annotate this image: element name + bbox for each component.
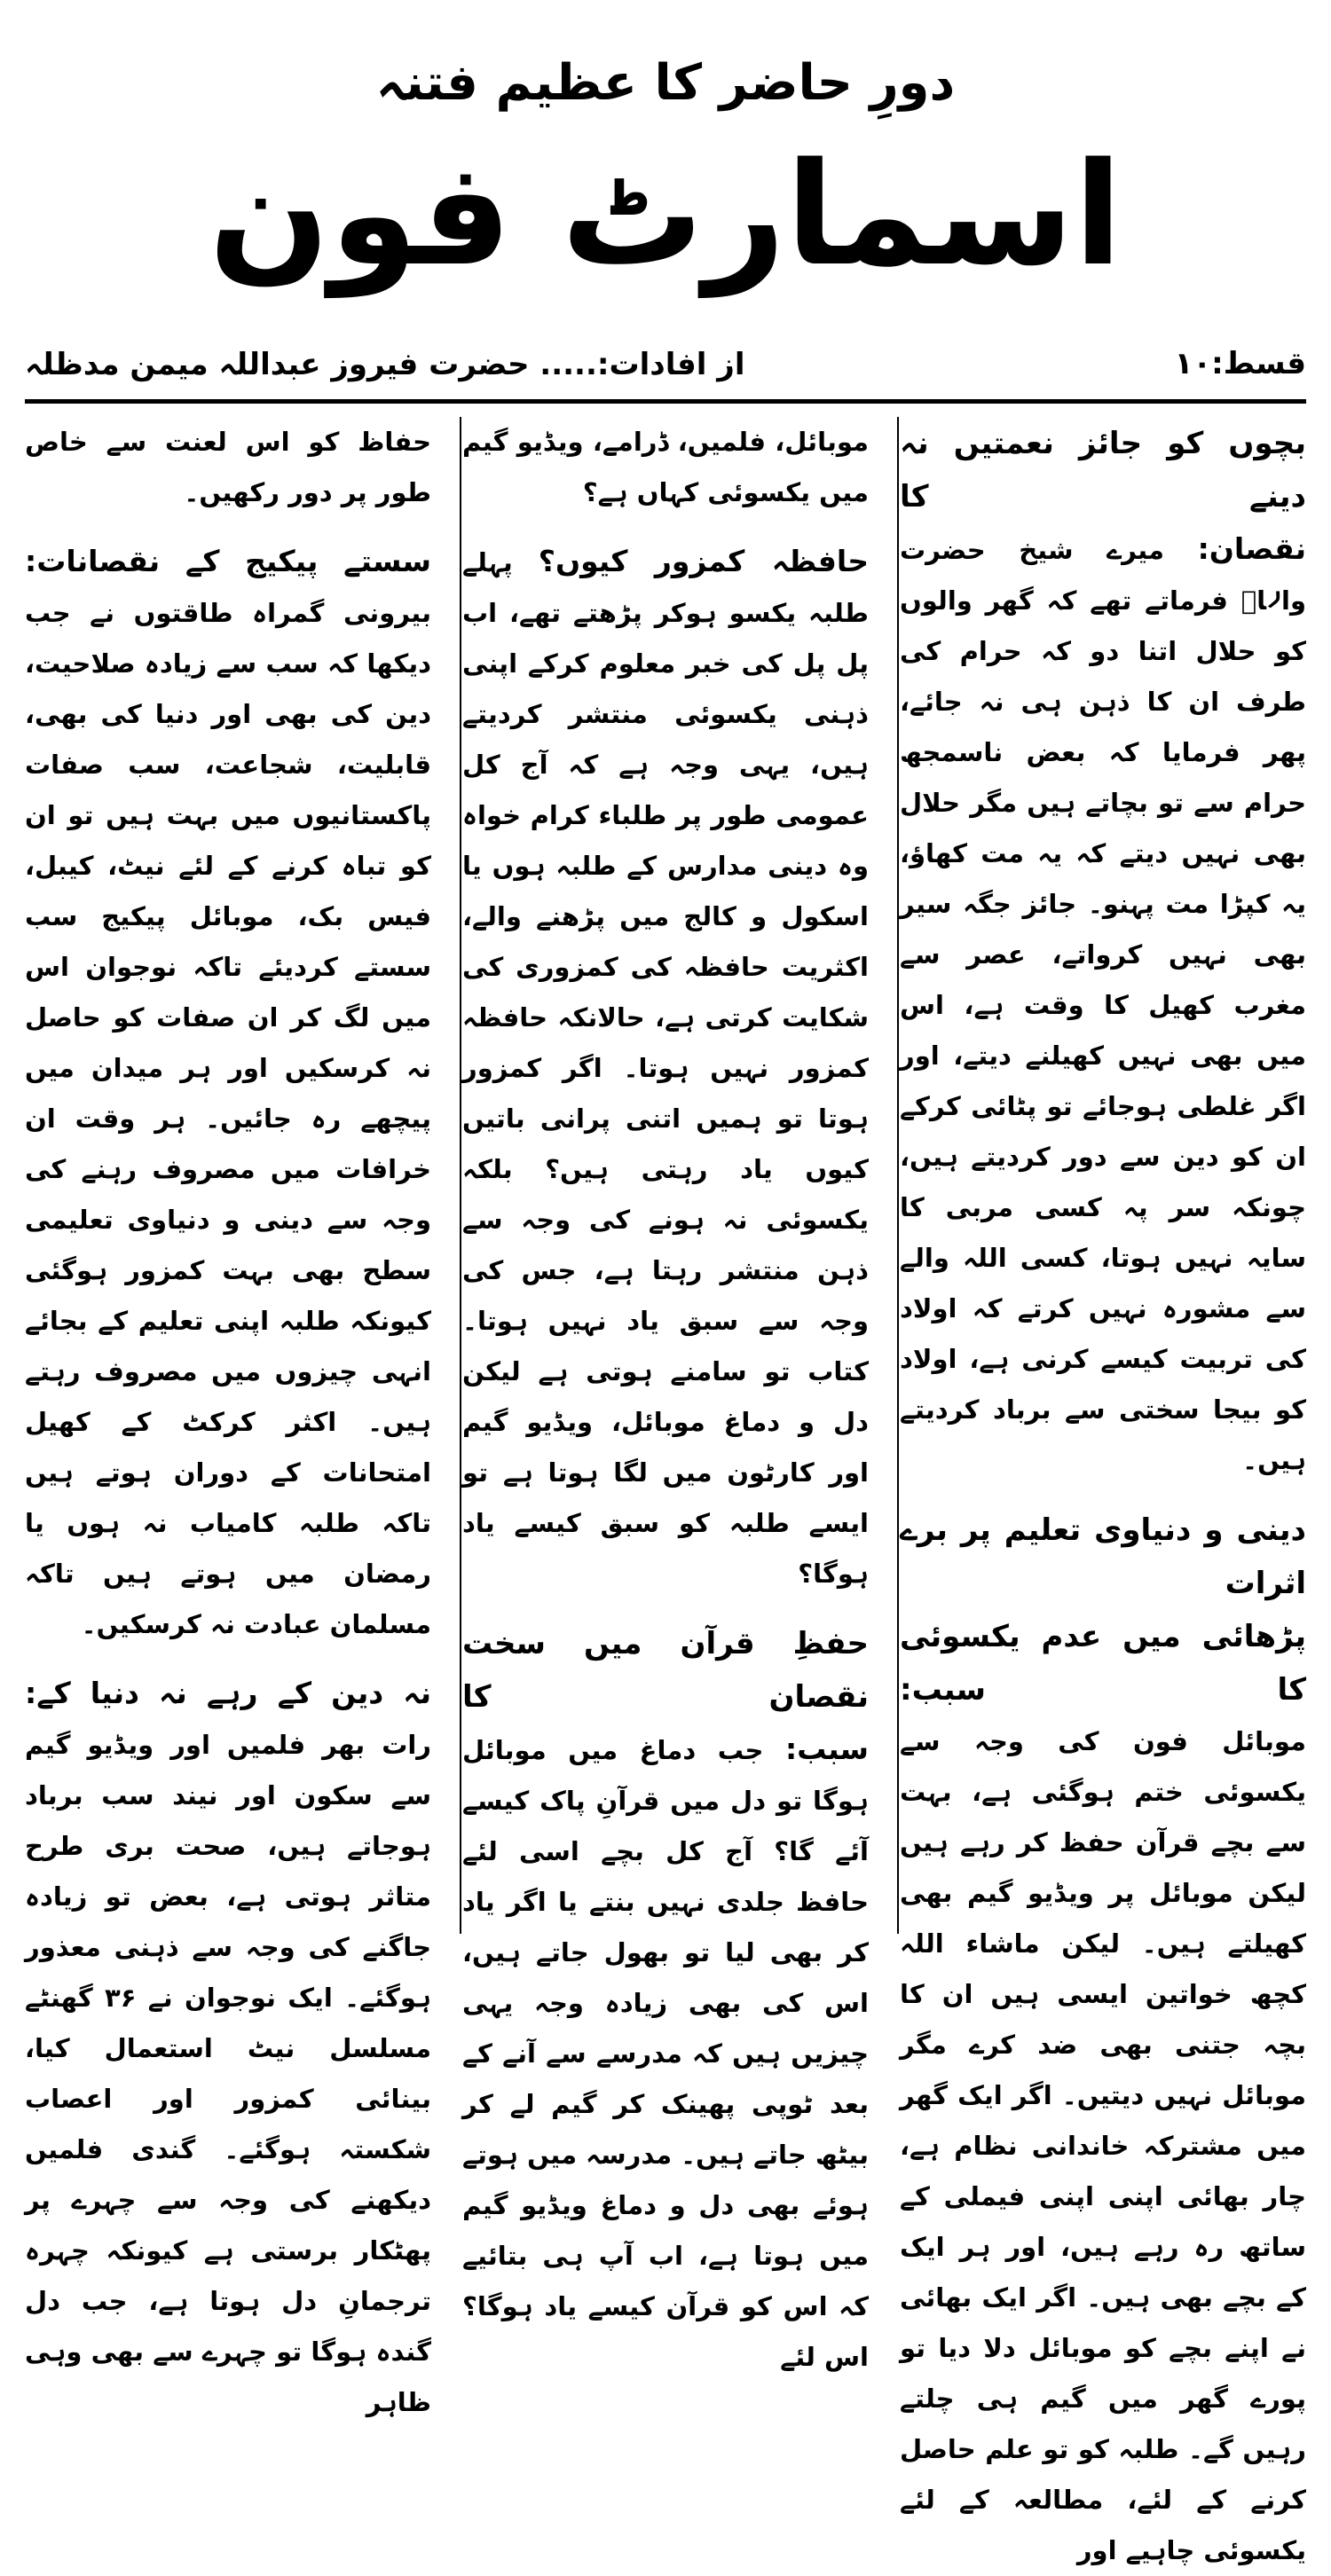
page-title: اسمارٹ فون	[209, 131, 1122, 297]
section-heading: نہ دین کے رہے نہ دنیا کے:	[25, 1676, 431, 1710]
column-right	[900, 417, 1306, 2565]
column-middle	[461, 417, 869, 2372]
episode-label: قسط:۱۰	[1174, 346, 1306, 381]
paragraph: جب دماغ میں موبائل ہوگا تو دل میں قرآنِ پاک کیسے آئے گا؟ آج کل بچے اسی لئے حافظ جلدی نہیں بنتے یا اگر یاد کر بھی لیا تو بھول جاتے ہیں، اس کی بھی زیادہ وجہ یہی چیزیں ہیں کہ مدرسے سے آنے کے بعد ٹوپی پھینک کر گیم لے کر بیٹھ جاتے ہیں۔ مدرسہ میں ہوتے ہوئے بھی دل و دماغ ویڈیو گیم میں ہوتا ہے، اب آپ ہی بتائیے کہ اس کو قرآن کیسے یاد ہوگا؟ اس لئے	[461, 1735, 869, 2372]
column-divider	[460, 417, 461, 1934]
paragraph: موبائل، فلمیں، ڈرامے، ویڈیو گیم میں یکسوئی کہاں ہے؟	[462, 427, 869, 507]
section-heading: دینی و دنیاوی تعلیم پر برے اثرات	[900, 1512, 1306, 1601]
section-heading-lead: نقصان:	[1197, 531, 1306, 566]
section-heading-lead: سبب:	[784, 1732, 869, 1766]
article-columns	[25, 417, 1306, 2565]
column-divider	[897, 417, 899, 1934]
section-heading: سستے پیکیج کے نقصانات:	[25, 544, 431, 578]
column-left	[25, 417, 431, 2417]
section-heading: بچوں کو جائز نعمتیں نہ دینے کا	[900, 426, 1306, 514]
paragraph: رات بھر فلمیں اور ویڈیو گیم سے سکون اور نیند سب برباد ہوجاتے ہیں، صحت بری طرح متاثر ہوتی ہے، بعض تو زیادہ جاگنے کی وجہ سے ذہنی معذور ہوگئے۔ ایک نوجوان نے ۳۶ گھنٹے مسلسل نیٹ استعمال کیا، بینائی کمزور اور اعصاب شکستہ ہوگئے۔ گندی فلمیں دیکھنے کی وجہ سے چہرے پر پھٹکار برستی ہے کیونکہ چہرہ ترجمانِ دل ہوتا ہے، جب دل گندہ ہوگا تو چہرے سے بھی وہی ظاہر	[25, 1730, 431, 2417]
byline	[25, 346, 1306, 396]
paragraph: بیرونی گمراہ طاقتوں نے جب دیکھا کہ سب سے زیادہ صلاحیت، دین کی بھی اور دنیا کی بھی، قابلیت، شجاعت، سب صفات پاکستانیوں میں بہت ہیں تو ان کو تباہ کرنے کے لئے نیٹ، کیبل، فیس بک، موبائل پیکیج سب سستے کردیئے تاکہ نوجوان اس میں لگ کر ان صفات کو حاصل نہ کرسکیں اور ہر میدان میں پیچھے رہ جائیں۔ ہر وقت ان خرافات میں مصروف رہنے کی وجہ سے دینی و دنیاوی تعلیمی سطح بھی بہت کمزور ہوگئی کیونکہ طلبہ اپنی تعلیم کے بجائے انہی چیزوں میں مصروف رہتے ہیں۔ اکثر کرکٹ کے کھیل امتحانات کے دوران ہوتے ہیں تاکہ طلبہ کامیاب نہ ہوں یا رمضان میں ہوتے ہیں تاکہ مسلمان عبادت نہ کرسکیں۔	[25, 598, 431, 1639]
paragraph: حفاظ کو اس لعنت سے خاص طور پر دور رکھیں۔	[25, 427, 431, 507]
paragraph: موبائل فون کی وجہ سے یکسوئی ختم ہوگئی ہے، بہت سے بچے قرآن حفظ کر رہے ہیں لیکن موبائل پر ویڈیو گیم بھی کھیلتے ہیں۔ لیکن ماشاء اللہ کچھ خواتین ایسی ہیں ان کا بچہ جتنی بھی ضد کرے مگر موبائل نہیں دیتیں۔ اگر ایک گھر میں مشترکہ خاندانی نظام ہے، چار بھائی اپنی اپنی فیملی کے ساتھ رہ رہے ہیں، اور ہر ایک کے بچے بھی ہیں۔ اگر ایک بھائی نے اپنے بچے کو موبائل دلا دیا تو پورے گھر میں گیم ہی چلتے رہیں گے۔ طلبہ کو تو علم حاصل کرنے کے لئے، مطالعہ کے لئے یکسوئی چاہیے اور	[900, 1726, 1306, 2565]
paragraph: پہلے طلبہ یکسو ہوکر پڑھتے تھے، اب پل پل کی خبر معلوم کرکے اپنی ذہنی یکسوئی منتشر کردیتے ہیں، یہی وجہ ہے کہ آج کل عمومی طور پر طلباء کرام خواہ وہ دینی مدارس کے طلبہ ہوں یا اسکول و کالج میں پڑھنے والے، اکثریت حافظہ کی کمزوری کی شکایت کرتی ہے، حالانکہ حافظہ کمزور نہیں ہوتا۔ اگر کمزور ہوتا تو ہمیں اتنی پرانی باتیں کیوں یاد رہتی ہیں؟ بلکہ یکسوئی نہ ہونے کی وجہ سے ذہن منتشر رہتا ہے، جس کی وجہ سے سبق یاد نہیں ہوتا۔ کتاب تو سامنے ہوتی ہے لیکن دل و دماغ موبائل، ویڈیو گیم اور کارٹون میں لگا ہوتا ہے تو ایسے طلبہ کو سبق کیسے یاد ہوگا؟	[462, 547, 869, 1589]
kicker-title: دورِ حاضر کا عظیم فتنہ	[375, 54, 956, 112]
section-subheading: پڑھائی میں عدم یکسوئی کا سبب:	[900, 1619, 1306, 1708]
header-rule	[25, 399, 1306, 404]
section-heading: حافظہ کمزور کیوں؟	[538, 544, 869, 578]
section-heading: حفظِ قرآن میں سخت نقصان کا	[462, 1626, 869, 1715]
paragraph: میرے شیخ حضرت والاؒ فرماتے تھے کہ گھر والوں کو حلال اتنا دو کہ حرام کی طرف ان کا ذہن ہی نہ جائے، پھر فرمایا کہ بعض ناسمجھ حرام سے تو بچاتے ہیں مگر حلال بھی نہیں دیتے کہ یہ مت کھاؤ، یہ کپڑا مت پہنو۔ جائز جگہ سیر بھی نہیں کرواتے، عصر سے مغرب کھیل کا وقت ہے، اس میں بھی نہیں کھیلنے دیتے، اور اگر غلطی ہوجائے تو پٹائی کرکے ان کو دین سے دور کردیتے ہیں، چونکہ سر پہ کسی مربی کا سایہ نہیں ہوتا، کسی اللہ والے سے مشورہ نہیں کرتے کہ اولاد کی تربیت کیسے کرنی ہے، اولاد کو بیجا سختی سے برباد کردیتے ہیں۔	[900, 535, 1306, 1475]
author-credit: از افادات:..... حضرت فیروز عبداللہ میمن مدظلہ	[25, 347, 745, 382]
